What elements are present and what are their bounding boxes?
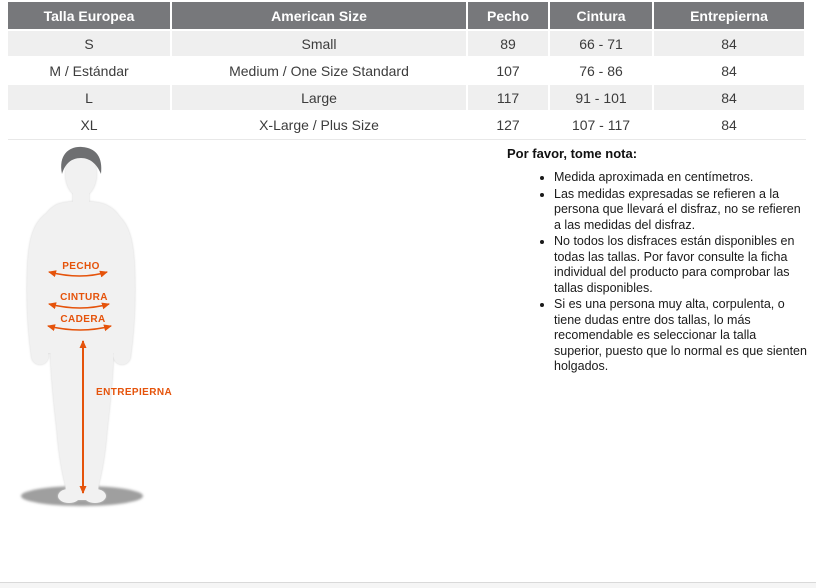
cell-chest: 89: [468, 31, 548, 56]
notes-title: Por favor, tome nota:: [507, 146, 638, 161]
cell-inseam: 84: [654, 31, 804, 56]
col-header-talla-europea: Talla Europea: [8, 2, 170, 29]
cell-chest: 107: [468, 58, 548, 83]
note-item: • No todos los disfraces están disponibles en todas las tallas. Por favor consulte la ficha individual del producto para comprobar las tallas disponibles.: [554, 234, 807, 296]
cell-size-eu: M / Estándar: [8, 58, 170, 83]
table-row-l: [8, 85, 804, 110]
col-header-entrepierna: Entrepierna: [654, 2, 804, 29]
inseam-label: ENTREPIERNA: [96, 387, 173, 398]
left-foot: [58, 489, 80, 503]
cell-inseam: 84: [654, 112, 804, 137]
cell-size-eu: L: [8, 85, 170, 110]
cell-size-eu: S: [8, 31, 170, 56]
body-measurement-diagram: [10, 145, 180, 530]
waist-label: CINTURA: [60, 292, 108, 303]
col-header-cintura: Cintura: [550, 2, 652, 29]
cell-inseam: 84: [654, 58, 804, 83]
note-item: • Medida aproximada en centímetros.: [554, 170, 807, 186]
note-item: • Si es una persona muy alta, corpulenta, o tiene dudas entre dos tallas, lo más recomendable es seleccionar la talla superior, puesto que lo normal es que sienten holgados.: [554, 297, 807, 375]
table-row-xl: [8, 112, 804, 137]
cell-size-us: Small: [172, 31, 466, 56]
col-header-pecho: Pecho: [468, 2, 548, 29]
cell-chest: 127: [468, 112, 548, 137]
hip-label: CADERA: [60, 314, 106, 325]
cell-waist: 76 - 86: [550, 58, 652, 83]
table-row-m: [8, 58, 804, 83]
cell-waist: 107 - 117: [550, 112, 652, 137]
bottom-divider: [0, 582, 816, 588]
size-table-header-row: [8, 2, 804, 29]
cell-size-us: Medium / One Size Standard: [172, 58, 466, 83]
note-item: • Las medidas expresadas se refieren a la persona que llevará el disfraz, no se refieren a las medidas del disfraz.: [554, 187, 807, 234]
cell-waist: 91 - 101: [550, 85, 652, 110]
right-foot: [84, 489, 106, 503]
cell-waist: 66 - 71: [550, 31, 652, 56]
cell-inseam: 84: [654, 85, 804, 110]
notes-list: [507, 170, 807, 375]
notes-section: [507, 146, 807, 376]
cell-size-eu: XL: [8, 112, 170, 137]
size-table: [6, 0, 806, 139]
cell-size-us: Large: [172, 85, 466, 110]
col-header-american-size: American Size: [172, 2, 466, 29]
table-bottom-divider: [8, 139, 806, 140]
table-row-s: [8, 31, 804, 56]
cell-chest: 117: [468, 85, 548, 110]
cell-size-us: X-Large / Plus Size: [172, 112, 466, 137]
chest-label: PECHO: [62, 261, 100, 272]
